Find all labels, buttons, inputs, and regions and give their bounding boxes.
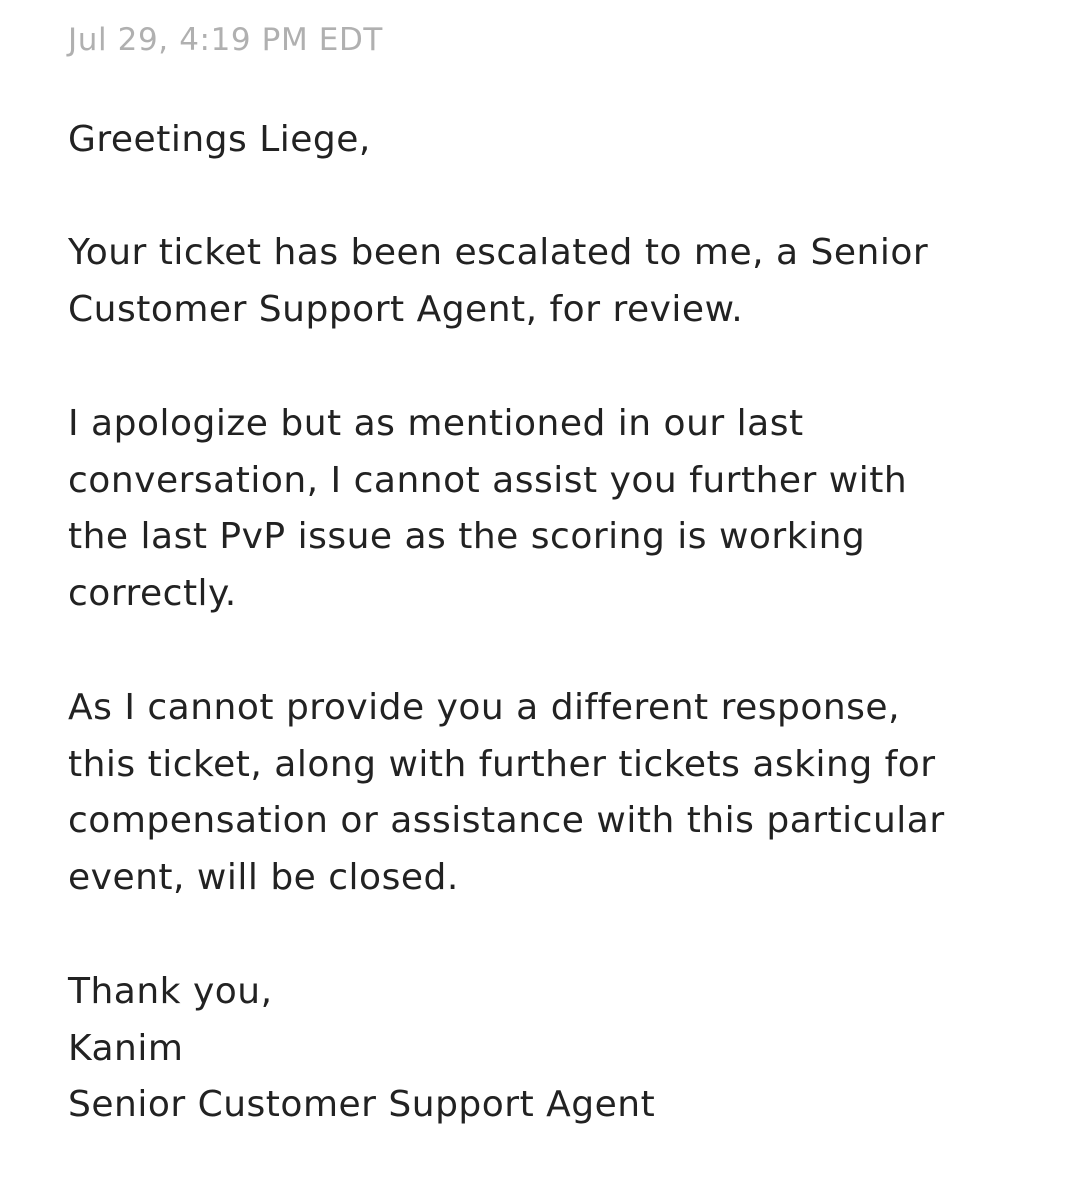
paragraph-line: As I cannot provide you a different response, [68, 687, 901, 728]
paragraph-line: event, will be closed. [68, 857, 459, 898]
paragraph-line: Customer Support Agent, for review. [68, 289, 744, 330]
paragraph-line: the last PvP issue as the scoring is working [68, 516, 866, 557]
paragraph-line: I apologize but as mentioned in our last [68, 403, 804, 444]
signature-title: Senior Customer Support Agent [68, 1084, 656, 1125]
message-timestamp: Jul 29, 4:19 PM EDT [68, 22, 383, 58]
paragraph-line: this ticket, along with further tickets asking for [68, 744, 936, 785]
paragraph-line: Your ticket has been escalated to me, a Senior [68, 232, 929, 273]
signature-name: Kanim [68, 1028, 184, 1069]
signoff-text: Thank you, [68, 971, 273, 1012]
greeting-text: Greetings Liege, [68, 119, 371, 160]
paragraph-line: compensation or assistance with this particular [68, 800, 945, 841]
paragraph-line: correctly. [68, 573, 237, 614]
paragraph-line: conversation, I cannot assist you further with [68, 460, 908, 501]
